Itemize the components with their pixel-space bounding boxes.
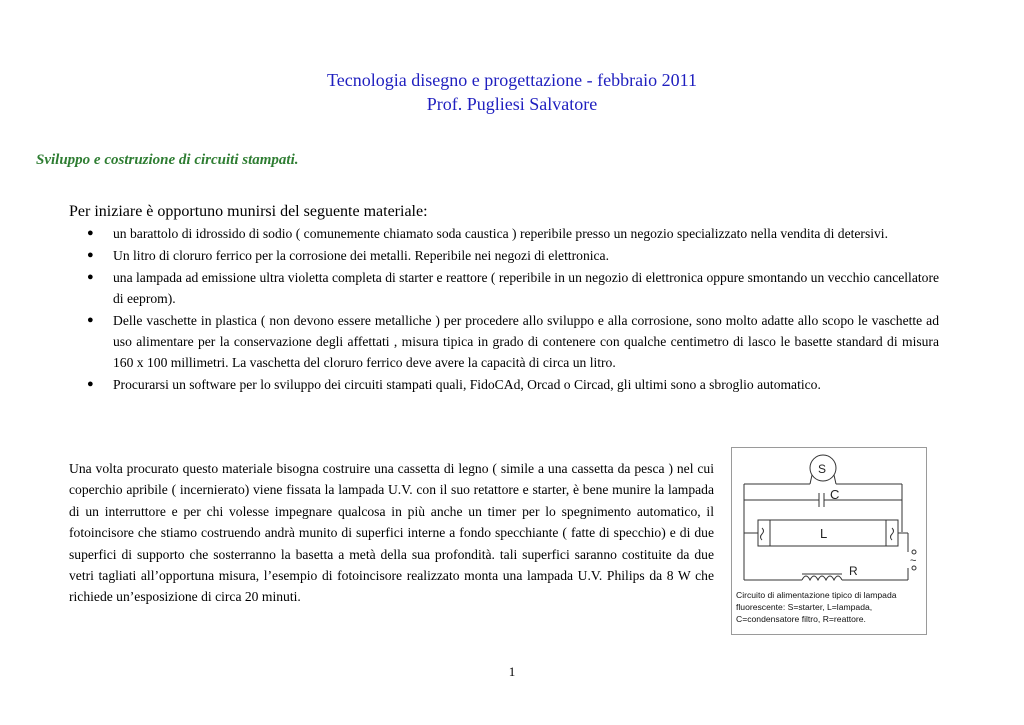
terminal-top xyxy=(912,550,916,554)
bullet-icon: ● xyxy=(87,248,94,261)
list-item-text: una lampada ad emissione ultra violetta completa di starter e reattore ( reperibile in un negozio di elettronica oppure smontando un vecchio cancellatore di eeprom). xyxy=(113,269,939,306)
lamp-filament-right xyxy=(891,528,894,540)
list-item-text: Delle vaschette in plastica ( non devono essere metalliche ) per procedere allo sviluppo e alla corrosione, sono molto adatte allo scopo le vaschette ad uso alimentare per la conservazione degli affettati , misura tipica in grado di contenere con qualche centimetro di lasco le basette standard di misura 160 x 100 millimetri. La vaschetta del cloruro ferrico deve avere la capacità di circa un litro. xyxy=(113,312,939,371)
starter-label: S xyxy=(818,462,827,476)
page-number: 1 xyxy=(508,664,516,679)
list-item-text: Un litro di cloruro ferrico per la corrosione dei metalli. Reperibile nei negozi di elettronica. xyxy=(113,247,609,263)
list-item-text: un barattolo di idrossido di sodio ( comunemente chiamato soda caustica ) reperibile presso un negozio specializzato nella vendita di detersivi. xyxy=(113,226,888,241)
list-item xyxy=(69,374,939,395)
bullet-icon: ● xyxy=(87,270,94,283)
document-author: Prof. Pugliesi Salvatore xyxy=(426,94,598,114)
lamp-label: L xyxy=(820,526,828,541)
materials-list xyxy=(69,223,939,396)
document-title: Tecnologia disegno e progettazione - febbraio 2011 xyxy=(327,70,697,90)
list-item xyxy=(69,267,939,310)
list-item xyxy=(69,245,939,266)
bullet-icon: ● xyxy=(87,313,94,326)
reactor-coil xyxy=(802,576,842,580)
reactor-label: R xyxy=(849,564,858,578)
circuit-diagram xyxy=(732,448,926,588)
list-item-text: Procurarsi un software per lo sviluppo dei circuiti stampati quali, FidoCAd, Orcad o Circad, gli ultimi sono a sbroglio automatico. xyxy=(113,377,821,393)
bullet-icon: ● xyxy=(87,227,94,239)
lamp-tube xyxy=(758,520,898,546)
bullet-icon: ● xyxy=(87,378,94,391)
lamp-filament-left xyxy=(761,528,764,540)
ac-label: ~ xyxy=(910,555,917,567)
body-paragraph: Una volta procurato questo materiale bisogna costruire una cassetta di legno ( simile a una cassetta da pesca ) nel cui coperchio apribile ( incernierato) viene fissata la lampada U.V. con il suo retattore e starter, è bene munire la lampada di un interruttore e per chi volesse impegnare qualcosa in più anche un timer per lo spegnimento automatico, il fotoincisore che stiamo costruendo andrà munito di superfici interne a fondo specchiante ( fatte di specchio) e di due superfici di supporto che sosterranno la basetta a metà della sua profondità. tali superfici saranno costituite da due vetri tagliati all’opportuna misura, l’esempio di fotoincisore realizzato monta una lampada U.V. Philips da 8 W che richiede un’esposizione di circa 20 minuti. xyxy=(69,461,714,605)
figure-caption: Circuito di alimentazione tipico di lampada fluorescente: S=starter, L=lampada, C=condensatore filtro, R=reattore. xyxy=(736,590,897,624)
circuit-figure xyxy=(731,447,927,635)
list-item xyxy=(69,223,939,244)
list-item xyxy=(69,310,939,374)
intro-text: Per iniziare è opportuno munirsi del seguente materiale: xyxy=(69,203,428,220)
capacitor-label: C xyxy=(830,487,840,502)
section-heading: Sviluppo e costruzione di circuiti stampati. xyxy=(36,152,299,168)
